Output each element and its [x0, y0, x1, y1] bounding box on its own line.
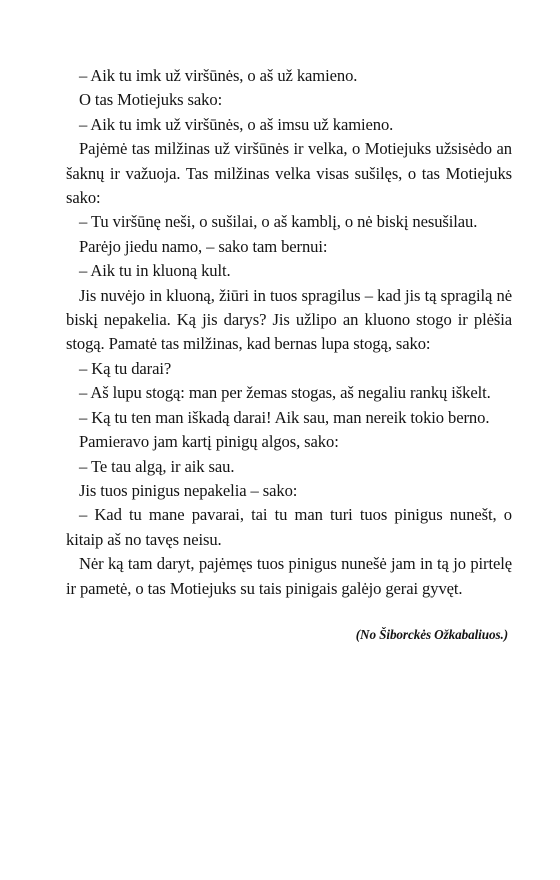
paragraph-2: O tas Motiejuks sako: [79, 90, 223, 110]
paragraph-16: Nėr ką tam daryt, pajėmęs tuos pinigus nunešė jam in tą jo pirtelę ir pametė, o tas Motiejuks su tais pinigais galėjo gerai gyvęt. [66, 554, 512, 598]
paragraph-15: – Kad tu mane pavarai, tai tu man turi tuos pinigus nunešt, o kitaip aš no tavęs neisu. [66, 505, 512, 549]
paragraph-8: Jis nuvėjo in kluoną, žiūri in tuos spragilus – kad jis tą spragilą nė biskį nepakelia. Ką jis darys? Jis užlipo an kluono stogo ir plėšia stogą. Pamatė tas milžinas, kad bernas lupa stogą, sako: [66, 285, 512, 354]
paragraph-5: – Tu viršūnę neši, o sušilai, o aš kamblį, o nė biskį nesušilau. [79, 212, 478, 232]
paragraph-7: – Aik tu in kluoną kult. [79, 261, 231, 281]
paragraph-1: – Aik tu imk už viršūnės, o aš už kamieno. [79, 66, 358, 85]
paragraph-3: – Aik tu imk už viršūnės, o aš imsu už kamieno. [79, 114, 394, 134]
paragraph-6: Parėjo jiedu namo, – sako tam bernui: [79, 236, 328, 256]
paragraph-12: Pamieravo jam kartį pinigų algos, sako: [79, 432, 339, 452]
paragraph-10: – Aš lupu stogą: man per žemas stogas, aš negaliu rankų iškelt. [79, 383, 491, 403]
paragraph-13: – Te tau algą, ir aik sau. [79, 456, 235, 476]
story-text [66, 64, 512, 601]
paragraph-14: Jis tuos pinigus nepakelia – sako: [79, 480, 298, 500]
source-citation: (No Šiborckės Ožkabaliuos.) [355, 626, 508, 642]
paragraph-9: – Ką tu darai? [79, 358, 172, 378]
paragraph-4: Pajėmė tas milžinas už viršūnės ir velka, o Motiejuks užsisėdo an šaknų ir važuoja. Tas milžinas velka visas sušilęs, o tas Motiejuks sako: [66, 139, 512, 208]
paragraph-11: – Ką tu ten man iškadą darai! Aik sau, man nereik tokio berno. [79, 407, 490, 427]
